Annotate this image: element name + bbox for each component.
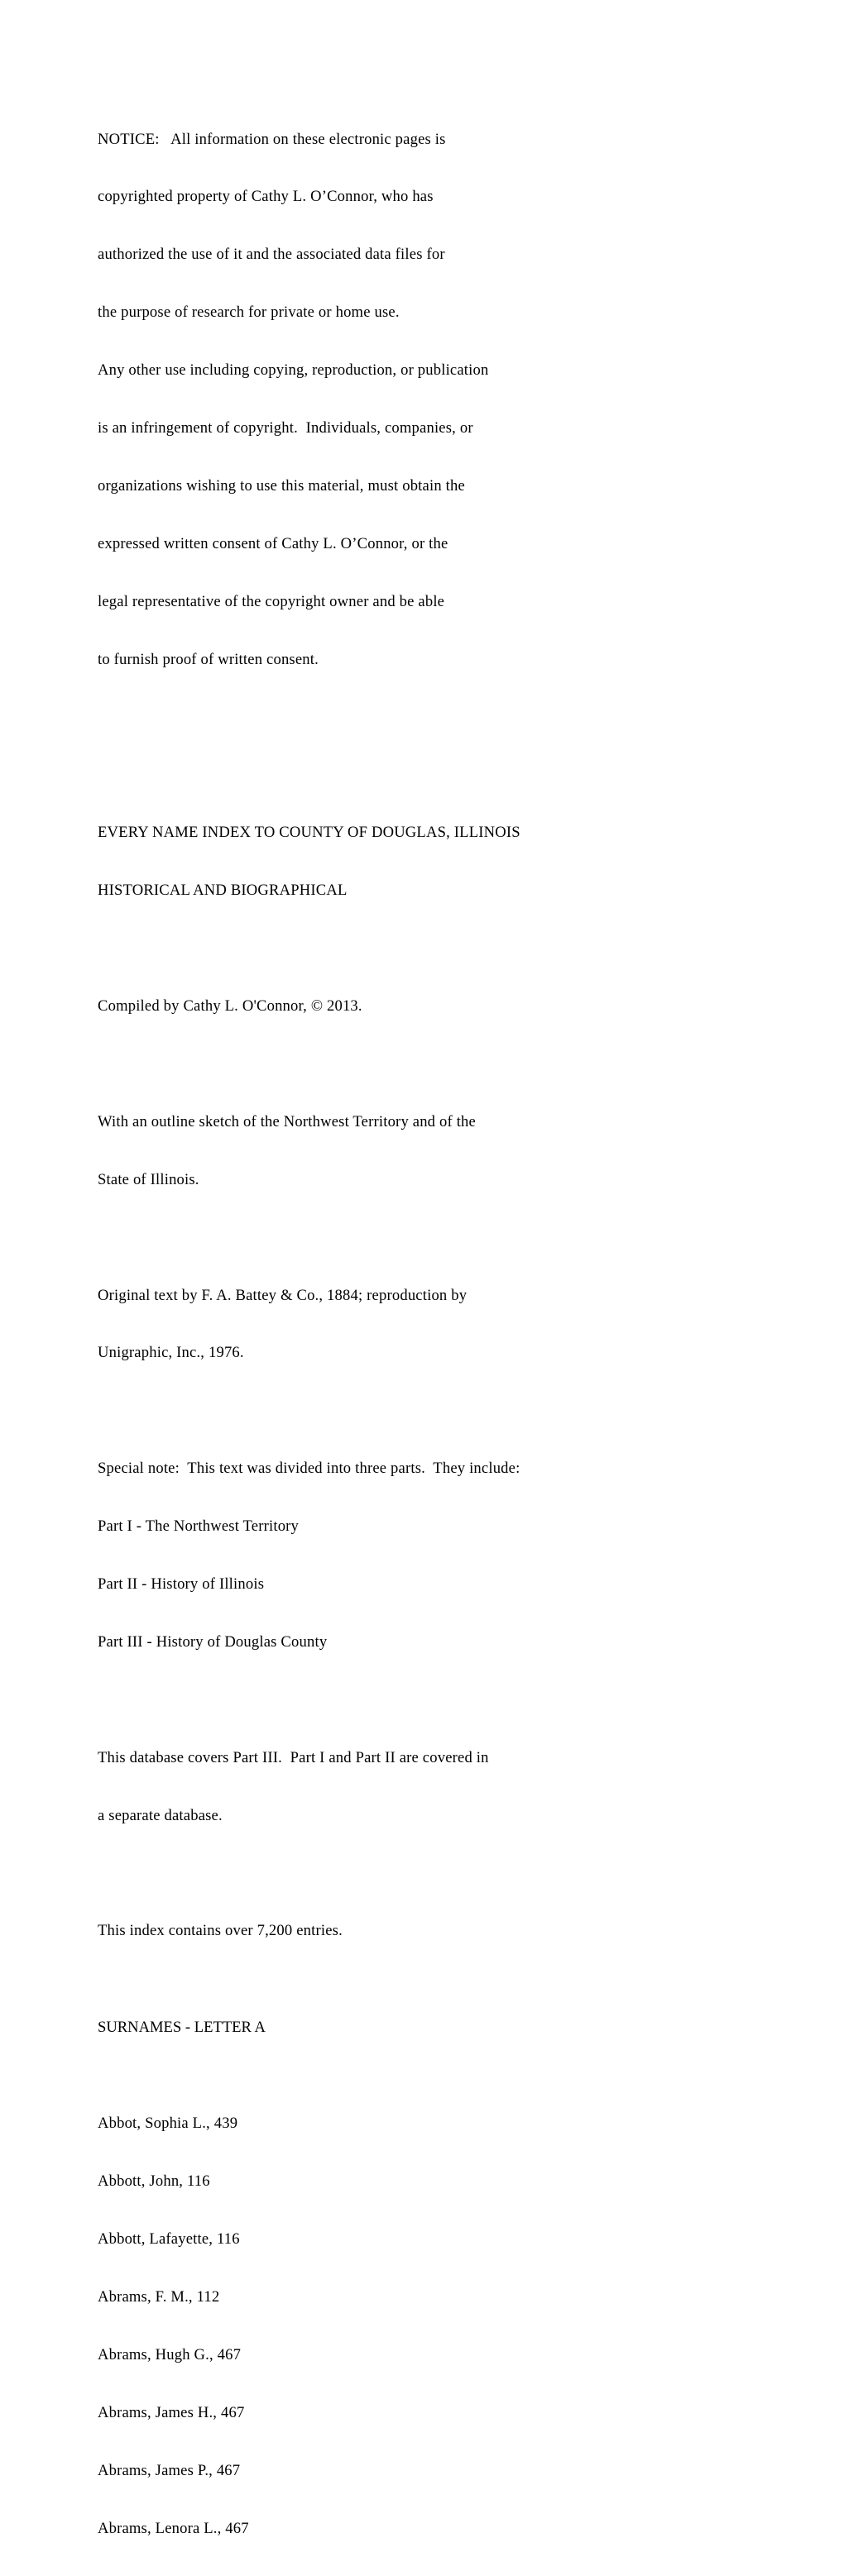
notice-line: expressed written consent of Cathy L. O’Connor, or the <box>98 534 448 552</box>
special-note <box>98 1421 776 1690</box>
source-text-note <box>98 1247 776 1401</box>
index-entry: Abbot, Sophia L., 439 <box>98 2115 238 2133</box>
index-entry: Abrams, James H., 467 <box>98 2403 245 2421</box>
index-entry: Abrams, James P., 467 <box>98 2461 241 2479</box>
index-entry: Abrams, Lenora L., 467 <box>98 2519 249 2537</box>
notice-line: legal representative of the copyright owner and be able <box>98 592 445 610</box>
special-note-line: Special note: This text was divided into three parts. They include: <box>98 1460 520 1478</box>
spacer <box>98 1054 776 1073</box>
notice-line: NOTICE: All information on these electronic pages is <box>98 130 446 148</box>
notice-line: organizations wishing to use this material, must obtain the <box>98 476 465 495</box>
outline-note-line: State of Illinois. <box>98 1170 199 1188</box>
compiled-by-line: Compiled by Cathy L. O'Connor, © 2013. <box>98 997 362 1016</box>
document-body <box>98 91 776 2576</box>
index-entry: Abbott, John, 116 <box>98 2172 210 2191</box>
index-entry: Abrams, Hugh G., 467 <box>98 2345 242 2363</box>
index-entry: Abrams, F. M., 112 <box>98 2287 220 2306</box>
notice-line: the purpose of research for private or home use. <box>98 303 400 322</box>
spacer <box>98 1228 776 1247</box>
notice-line: copyrighted property of Cathy L. O’Connor, who has <box>98 188 434 206</box>
spacer <box>98 939 776 958</box>
spacer <box>98 1979 776 2018</box>
coverage-note <box>98 1709 776 1863</box>
title-line: HISTORICAL AND BIOGRAPHICAL <box>98 882 348 900</box>
source-note-line: Original text by F. A. Battey & Co., 1884; reproduction by <box>98 1286 468 1304</box>
entry-count-line: This index contains over 7,200 entries. <box>98 1922 343 1940</box>
coverage-note-line: a separate database. <box>98 1806 223 1824</box>
title-line: EVERY NAME INDEX TO COUNTY OF DOUGLAS, ILLINOIS <box>98 824 520 842</box>
special-note-part: Part III - History of Douglas County <box>98 1632 328 1651</box>
notice-line: is an infringement of copyright. Individuals, companies, or <box>98 419 473 437</box>
compiled-by-note <box>98 958 776 1054</box>
notice-line: Any other use including copying, reproduction, or publication <box>98 361 489 380</box>
outline-note-line: With an outline sketch of the Northwest Territory and of the <box>98 1112 476 1130</box>
section-heading-surnames-a: SURNAMES - LETTER A <box>98 2018 266 2036</box>
notice-line: authorized the use of it and the associated data files for <box>98 246 445 264</box>
page-title <box>98 785 776 939</box>
entry-count-note <box>98 1883 776 1979</box>
spacer <box>98 766 776 785</box>
spacer <box>98 1690 776 1709</box>
outline-sketch-note <box>98 1073 776 1227</box>
spacer <box>98 1863 776 1882</box>
spacer <box>98 708 776 766</box>
special-note-part: Part I - The Northwest Territory <box>98 1517 300 1536</box>
index-entry: Abbott, Lafayette, 116 <box>98 2230 240 2249</box>
copyright-notice <box>98 91 776 708</box>
index-entry-list <box>98 2076 776 2576</box>
special-note-part: Part II - History of Illinois <box>98 1575 265 1593</box>
spacer <box>98 2037 776 2076</box>
notice-line: to furnish proof of written consent. <box>98 650 319 668</box>
coverage-note-line: This database covers Part III. Part I and Part II are covered in <box>98 1748 489 1766</box>
source-note-line: Unigraphic, Inc., 1976. <box>98 1344 244 1362</box>
spacer <box>98 1401 776 1420</box>
